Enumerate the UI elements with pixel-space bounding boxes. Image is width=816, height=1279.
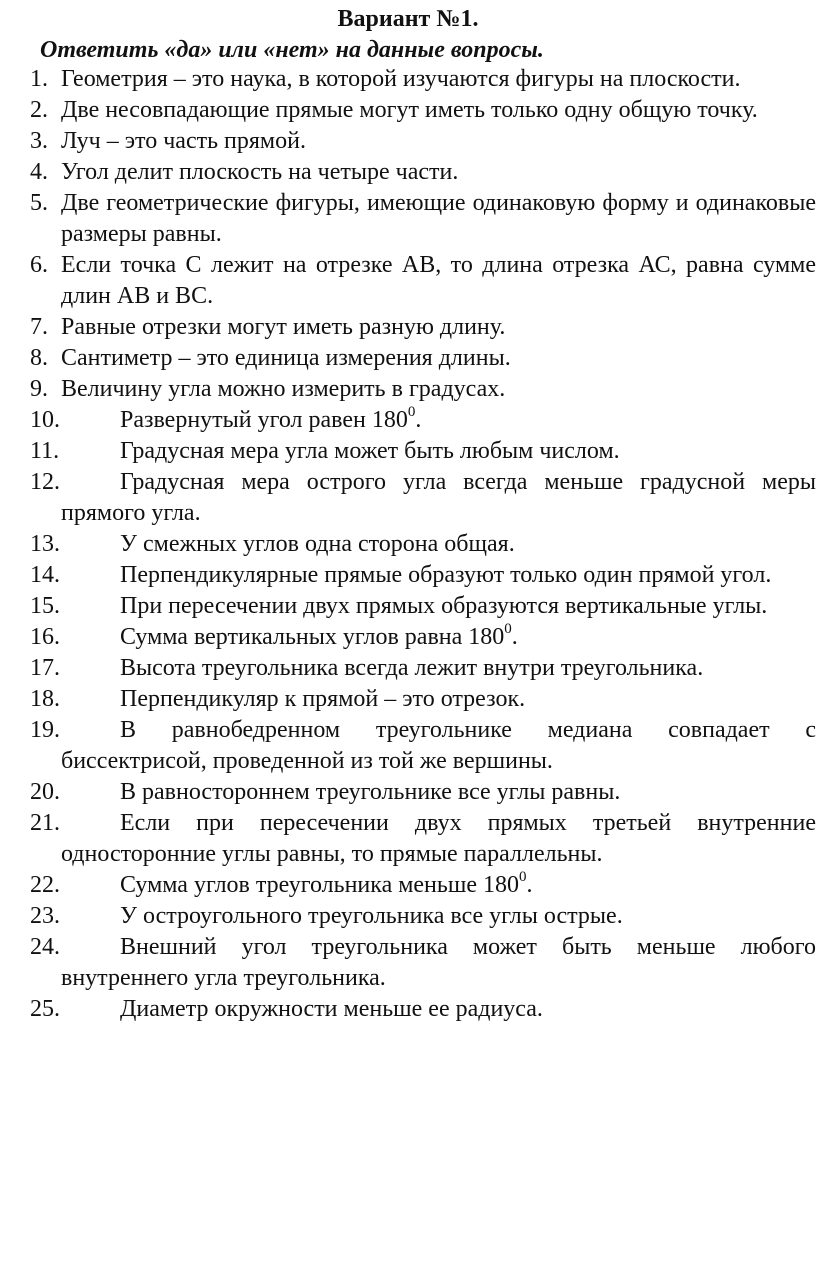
- question-text: Две несовпадающие прямые могут иметь только одну общую точку.: [61, 97, 758, 123]
- question-trailing-punctuation: .: [415, 407, 422, 433]
- question-text: Угол делит плоскость на четыре части.: [61, 159, 459, 185]
- question-number: 2.: [30, 97, 48, 123]
- question-trailing-punctuation: .: [511, 624, 518, 650]
- question-number: 25.: [30, 996, 60, 1022]
- question-text: Геометрия – это наука, в которой изучаются фигуры на плоскости.: [61, 66, 741, 92]
- worksheet-title: Вариант №1.: [337, 6, 479, 32]
- worksheet-instruction: Ответить «да» или «нет» на данные вопросы.: [40, 37, 544, 63]
- question-text: Внешний угол треугольника может быть меньше любого внутреннего угла треугольника.: [61, 934, 816, 991]
- question-item: [30, 467, 816, 529]
- question-text: Равные отрезки могут иметь разную длину.: [61, 314, 506, 340]
- question-text: У смежных углов одна сторона общая.: [120, 531, 515, 557]
- question-text: Величину угла можно измерить в градусах.: [61, 376, 506, 402]
- question-number: 24.: [30, 934, 60, 960]
- question-item: [30, 250, 816, 312]
- question-item: [30, 901, 816, 932]
- question-text: Перпендикулярные прямые образуют только один прямой угол.: [120, 562, 772, 588]
- question-item: [30, 591, 816, 622]
- question-text: Две геометрические фигуры, имеющие одинаковую форму и одинаковые размеры равны.: [61, 190, 816, 247]
- question-text: Если при пересечении двух прямых третьей внутренние односторонние углы равны, то прямые параллельны.: [61, 810, 816, 867]
- question-text: Если точка С лежит на отрезке АВ, то длина отрезка АС, равна сумме длин АВ и ВС.: [61, 252, 816, 309]
- question-number: 5.: [30, 190, 48, 216]
- question-item: [30, 64, 816, 95]
- question-text: В равностороннем треугольнике все углы равны.: [120, 779, 621, 805]
- question-text: У остроугольного треугольника все углы острые.: [120, 903, 623, 929]
- question-item: [30, 653, 816, 684]
- question-number: 1.: [30, 66, 48, 92]
- question-number: 12.: [30, 469, 60, 495]
- question-number: 15.: [30, 593, 60, 619]
- question-item: [30, 560, 816, 591]
- degree-mark: 0: [518, 869, 527, 885]
- question-number: 19.: [30, 717, 60, 743]
- question-text: Диаметр окружности меньше ее радиуса.: [120, 996, 543, 1022]
- question-item: [30, 405, 816, 436]
- question-item: [30, 622, 816, 653]
- question-number: 10.: [30, 407, 60, 433]
- question-item: [30, 994, 816, 1025]
- question-text: Луч – это часть прямой.: [61, 128, 306, 154]
- question-item: [30, 436, 816, 467]
- question-text: Сумма углов треугольника меньше 180: [120, 872, 519, 898]
- question-number: 14.: [30, 562, 60, 588]
- question-item: [30, 374, 816, 405]
- question-item: [30, 343, 816, 374]
- question-number: 13.: [30, 531, 60, 557]
- question-item: [30, 95, 816, 126]
- question-number: 23.: [30, 903, 60, 929]
- question-text: Сантиметр – это единица измерения длины.: [61, 345, 511, 371]
- question-item: [30, 870, 816, 901]
- question-text: Градусная мера острого угла всегда меньше градусной меры прямого угла.: [61, 469, 816, 526]
- question-item: [30, 808, 816, 870]
- question-number: 20.: [30, 779, 60, 805]
- question-item: [30, 126, 816, 157]
- question-item: [30, 529, 816, 560]
- question-number: 21.: [30, 810, 60, 836]
- question-item: [30, 157, 816, 188]
- degree-mark: 0: [504, 621, 512, 637]
- question-number: 22.: [30, 872, 60, 898]
- question-number: 6.: [30, 252, 48, 278]
- question-number: 11.: [30, 438, 60, 464]
- question-item: [30, 312, 816, 343]
- question-item: [30, 932, 816, 994]
- question-text: Градусная мера угла может быть любым числом.: [120, 438, 620, 464]
- question-text: При пересечении двух прямых образуются вертикальные углы.: [120, 593, 768, 619]
- question-item: [30, 777, 816, 808]
- question-number: 16.: [30, 624, 60, 650]
- question-number: 8.: [30, 345, 48, 371]
- questions-list: [30, 64, 816, 1025]
- question-number: 7.: [30, 314, 48, 340]
- question-trailing-punctuation: .: [526, 872, 533, 898]
- question-number: 4.: [30, 159, 48, 185]
- question-item: [30, 715, 816, 777]
- question-number: 17.: [30, 655, 60, 681]
- question-text: Сумма вертикальных углов равна 180: [120, 624, 505, 650]
- question-text: В равнобедренном треугольнике медиана совпадает с биссектрисой, проведенной из той же вершины.: [61, 717, 816, 774]
- question-item: [30, 188, 816, 250]
- degree-mark: 0: [407, 404, 416, 420]
- question-text: Перпендикуляр к прямой – это отрезок.: [120, 686, 526, 712]
- question-text: Развернутый угол равен 180: [120, 407, 408, 433]
- question-number: 18.: [30, 686, 60, 712]
- question-number: 9.: [30, 376, 48, 402]
- question-text: Высота треугольника всегда лежит внутри треугольника.: [120, 655, 704, 681]
- question-number: 3.: [30, 128, 48, 154]
- question-item: [30, 684, 816, 715]
